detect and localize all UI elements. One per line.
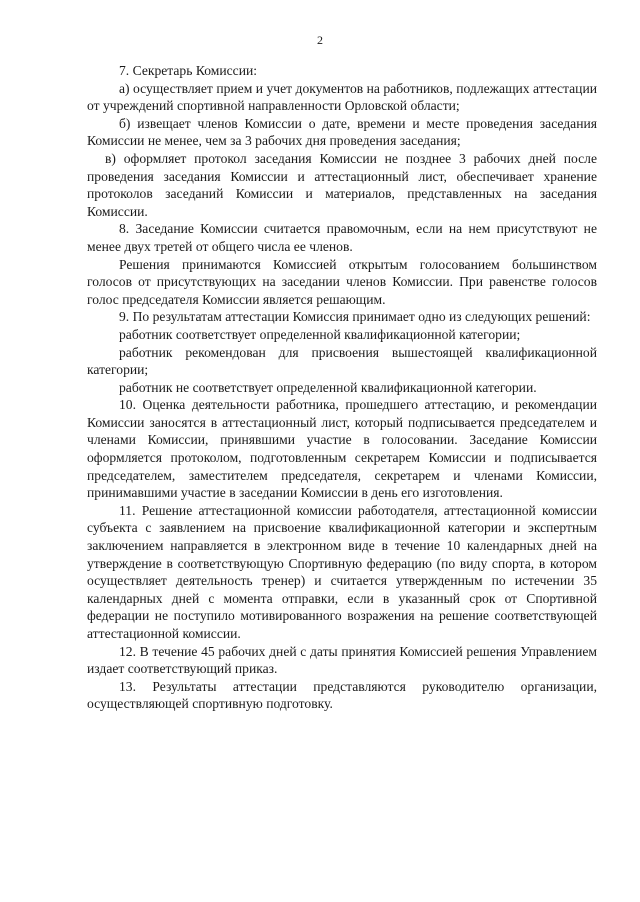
paragraph-7b: б) извещает членов Комиссии о дате, времени и месте проведения заседания Комиссии не менее, чем за 3 рабочих дня проведения заседания;	[87, 115, 597, 149]
paragraph-7a: а) осуществляет прием и учет документов на работников, подлежащих аттестации от учреждений спортивной направленности Орловской области;	[87, 80, 597, 114]
paragraph-13: 13. Результаты аттестации представляются руководителю организации, осуществляющей спортивную подготовку.	[87, 678, 597, 712]
paragraph-7-heading: 7. Секретарь Комиссии:	[119, 63, 258, 78]
paragraph-9-option-2: работник рекомендован для присвоения вышестоящей квалификационной категории;	[87, 344, 597, 378]
paragraph-8-decisions: Решения принимаются Комиссией открытым голосованием большинством голосов от присутствующих на заседании членов Комиссии. При равенстве голосов голос председателя Комиссии является решающим.	[87, 256, 597, 307]
page-number: 2	[317, 33, 323, 47]
document-body	[87, 62, 597, 713]
paragraph-9: 9. По результатам аттестации Комиссия принимает одно из следующих решений:	[119, 309, 591, 325]
paragraph-9-option-1: работник соответствует определенной квалификационной категории;	[119, 326, 521, 342]
paragraph-11: 11. Решение аттестационной комиссии работодателя, аттестационной комиссии субъекта с заявлением на присвоение квалификационной категории и экспертным заключением направляется в электронном виде в течение 10 календарных дней на утверждение в соответствующую Спортивную федерацию (по виду спорта, в котором осуществляет деятельность тренер) и считается утвержденным по истечении 35 календарных дней с момента отправки, если в указанный срок от Спортивной федерации не поступило мотивированного возражения на решение соответствующей аттестационной комиссии.	[87, 502, 597, 641]
paragraph-8: 8. Заседание Комиссии считается правомочным, если на нем присутствуют не менее двух третей от общего числа ее членов.	[87, 221, 597, 254]
paragraph-12: 12. В течение 45 рабочих дней с даты принятия Комиссией решения Управлением издает соответствующий приказ.	[87, 643, 597, 677]
paragraph-10: 10. Оценка деятельности работника, прошедшего аттестацию, и рекомендации Комиссии заносятся в аттестационный лист, который подписывается председателем и членами Комиссии, принявшими участие в голосовании. Заседание Комиссии оформляется протоколом, подготовленным секретарем Комиссии и подписывается председателем, заместителем председателя, секретарем и членами Комиссии, принимавшими участие в заседании Комиссии в день его изготовления.	[87, 397, 597, 501]
paragraph-7c: в) оформляет протокол заседания Комиссии не позднее 3 рабочих дней после проведения заседания Комиссии и аттестационный лист, обеспечивает хранение протоколов заседаний Комиссии и материалов, представленных на заседания Комиссии.	[87, 150, 597, 219]
paragraph-9-option-3: работник не соответствует определенной квалификационной категории.	[119, 379, 537, 395]
